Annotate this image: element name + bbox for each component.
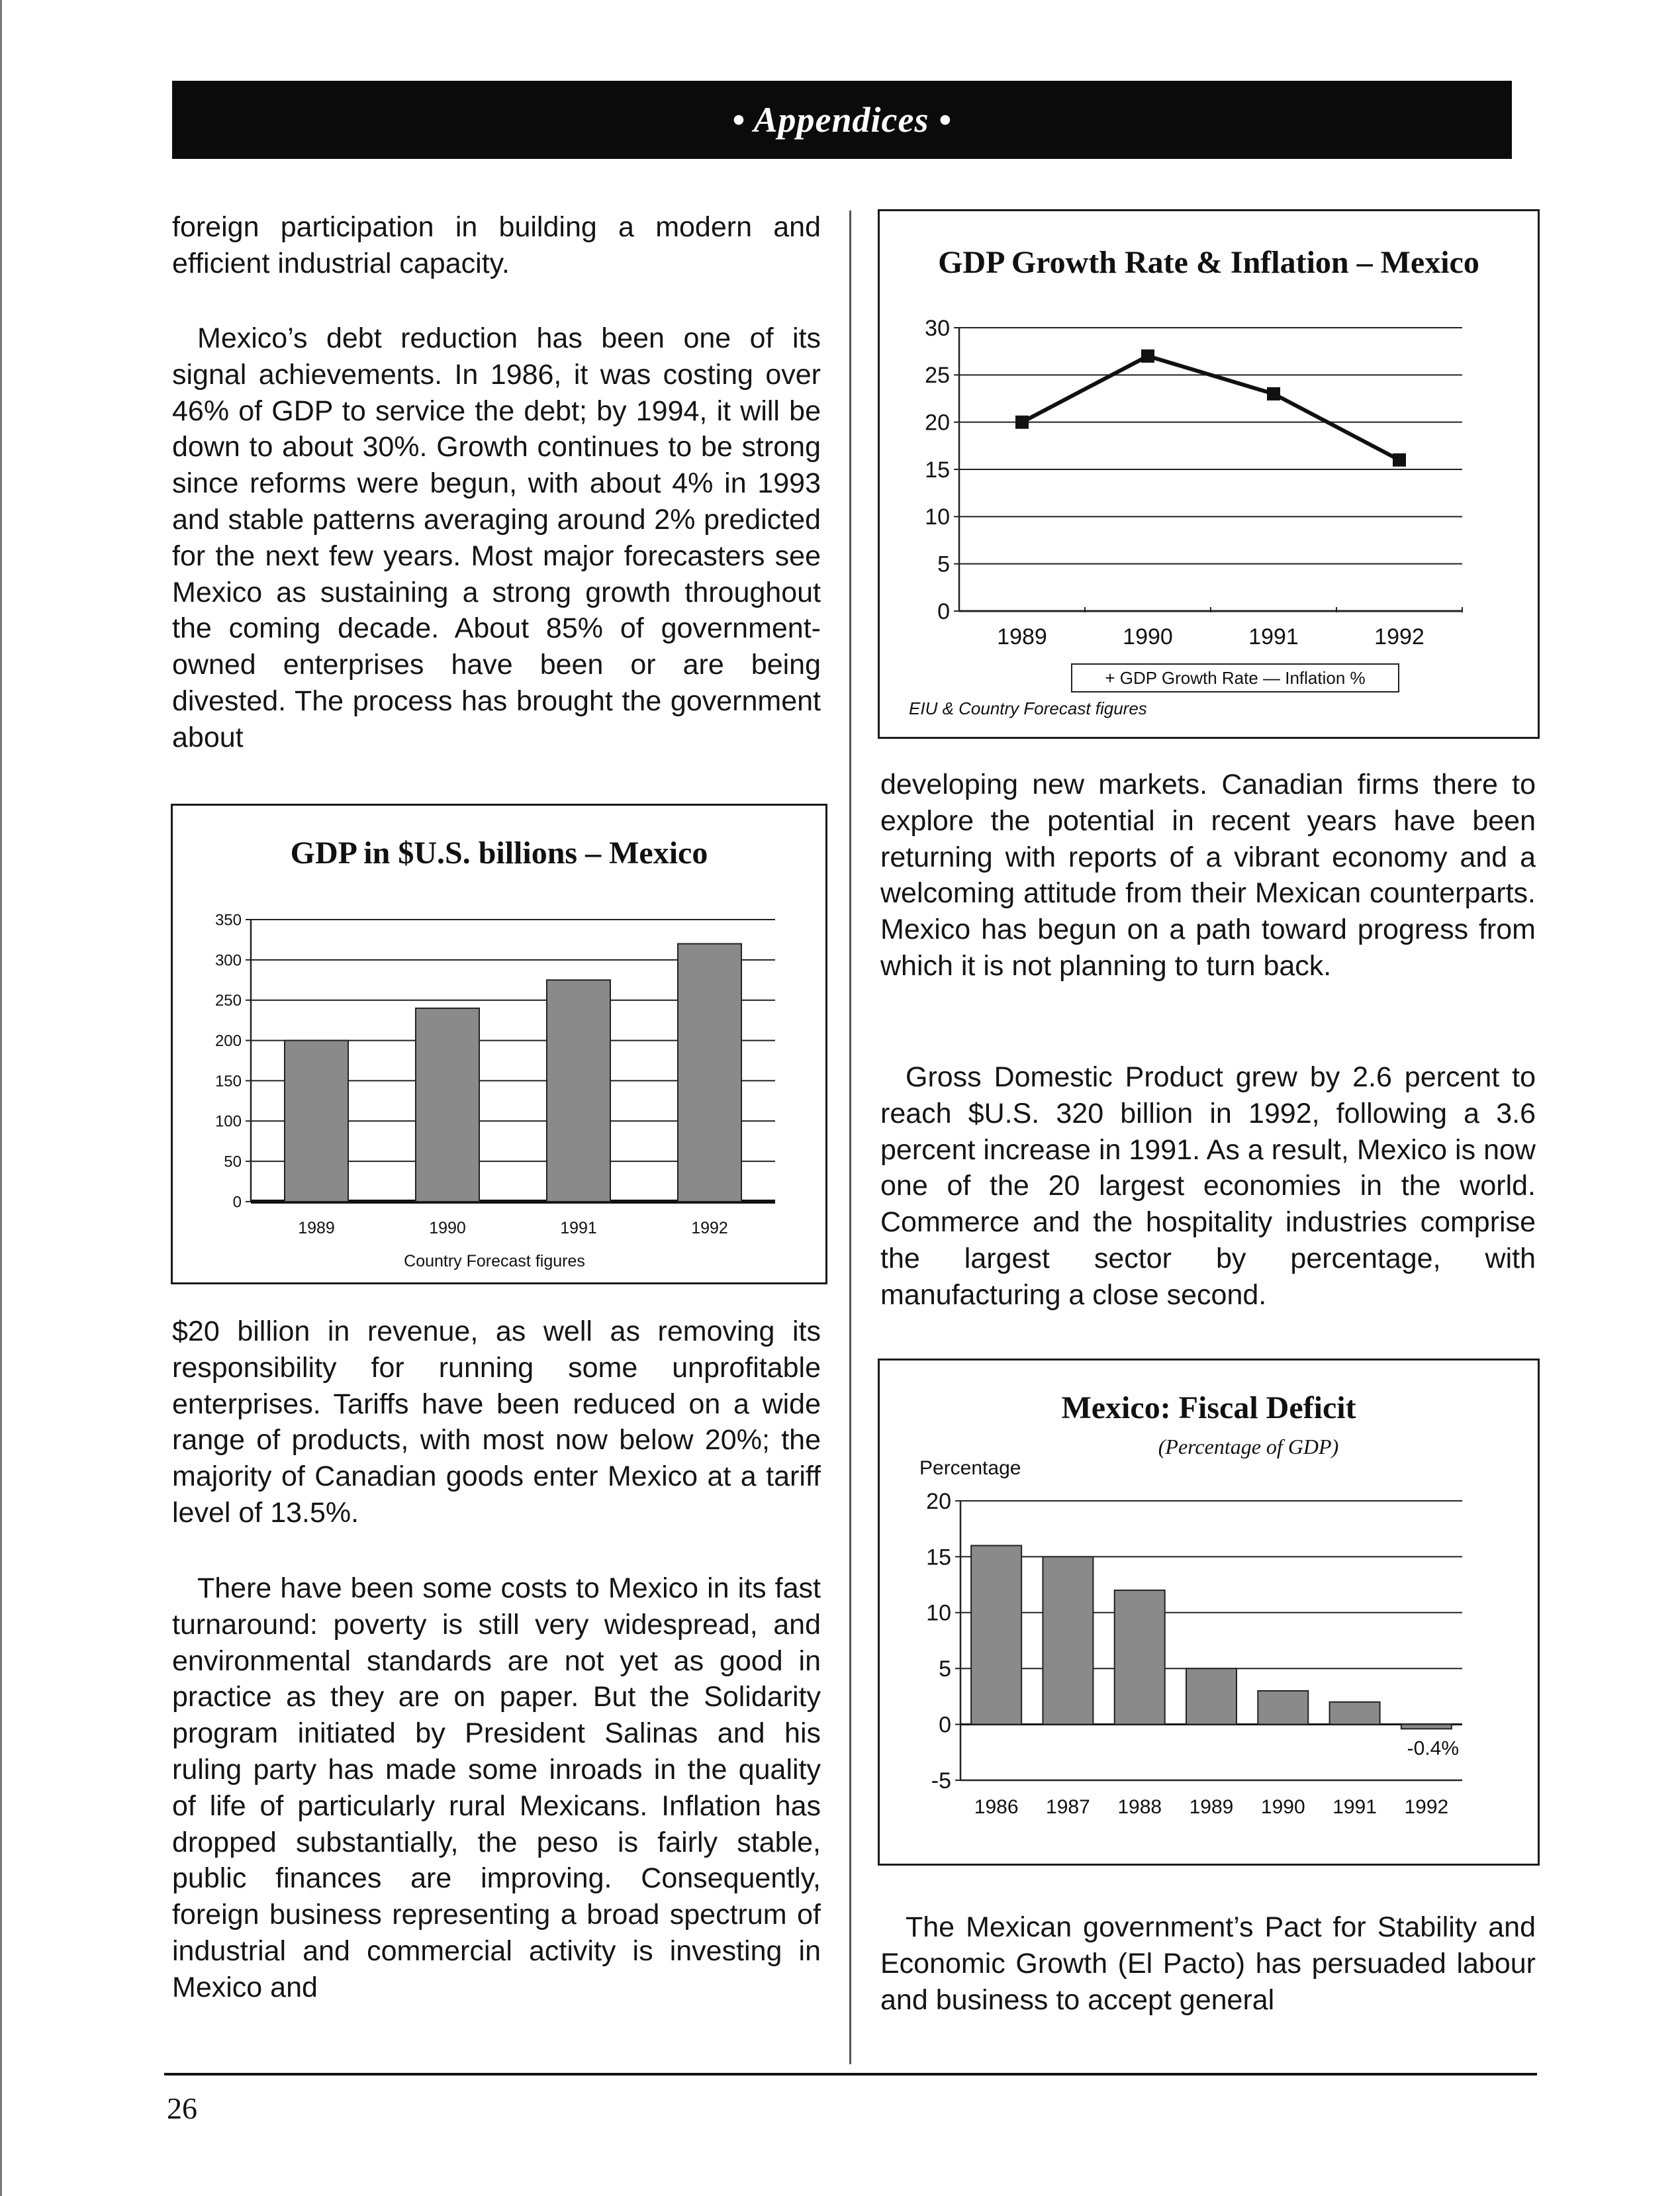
deficit-chart-box	[878, 1359, 1540, 1866]
paragraph-right-3: The Mexican government’s Pact for Stability and Economic Growth (El Pacto) has persuaded labour and business to accept general	[880, 1911, 1536, 2016]
gdp-xtick-label: 1992	[691, 1219, 728, 1237]
inflation-point	[1267, 387, 1280, 401]
deficit-xtick-label: 1987	[1046, 1796, 1090, 1818]
section-title: • Appendices •	[732, 100, 952, 140]
gdp-ytick-label: 100	[214, 1112, 242, 1131]
deficit-ylabel: Percentage	[919, 1457, 1021, 1479]
deficit-ytick-label: -5	[931, 1768, 951, 1793]
deficit-xtick-label: 1992	[1404, 1796, 1449, 1818]
gdp-ytick-label: 350	[214, 911, 242, 930]
deficit-ytick-label: 5	[939, 1656, 951, 1682]
deficit-xtick-label: 1986	[974, 1796, 1019, 1818]
deficit-chart-subtitle: (Percentage of GDP)	[1158, 1435, 1339, 1458]
deficit-bar	[1258, 1691, 1308, 1725]
inflation-point	[1015, 416, 1029, 429]
inflation-point	[1393, 454, 1406, 467]
gdp-chart	[173, 806, 825, 1282]
gdp-xtick-label: 1991	[560, 1219, 597, 1237]
deficit-xtick-label: 1991	[1332, 1796, 1377, 1818]
section-header	[172, 81, 1512, 159]
inflation-ytick-label: 10	[925, 504, 950, 530]
column-divider	[849, 211, 851, 2064]
deficit-xtick-label: 1990	[1260, 1796, 1305, 1818]
deficit-bar	[971, 1546, 1021, 1725]
deficit-bar	[1115, 1590, 1165, 1725]
inflation-chart-box	[878, 209, 1540, 739]
gdp-xtick-label: 1990	[429, 1219, 466, 1237]
inflation-source: EIU & Country Forecast figures	[909, 698, 1147, 718]
gdp-ytick-label: 300	[214, 951, 242, 970]
footer-rule	[164, 2073, 1537, 2076]
gdp-bar	[285, 1041, 348, 1202]
inflation-ytick-label: 25	[925, 363, 950, 389]
deficit-chart-title: Mexico: Fiscal Deficit	[1061, 1390, 1356, 1425]
inflation-xtick-label: 1992	[1374, 624, 1424, 649]
gdp-ytick-label: 150	[214, 1072, 242, 1090]
gdp-chart-box	[171, 804, 827, 1284]
gdp-xtick-label: 1989	[298, 1219, 335, 1237]
page-number: 26	[167, 2091, 197, 2125]
inflation-series-line	[1022, 356, 1399, 460]
inflation-ytick-label: 20	[925, 410, 950, 436]
deficit-bar	[1401, 1725, 1452, 1729]
page-edge	[0, 0, 2, 2196]
inflation-ytick-label: 0	[937, 598, 950, 624]
gdp-ytick-label: 200	[214, 1031, 242, 1050]
inflation-ytick-label: 5	[937, 551, 950, 577]
deficit-bar	[1186, 1668, 1237, 1724]
inflation-xtick-label: 1990	[1123, 624, 1173, 649]
paragraph-left-1: foreign participation in building a modern and efficient industrial capacity.	[172, 211, 821, 279]
inflation-legend-text: + GDP Growth Rate — Inflation %	[1105, 668, 1366, 688]
deficit-ytick-label: 0	[939, 1712, 951, 1738]
inflation-ytick-label: 30	[925, 315, 950, 341]
deficit-xtick-label: 1988	[1117, 1796, 1162, 1818]
gdp-chart-title: GDP in $U.S. billions – Mexico	[290, 835, 708, 871]
paragraph-left-2: Mexico’s debt reduction has been one of its signal achievements. In 1986, it was costing over 46% of GDP to service the debt; by 1994, it will be down to about 30%. Growth continues to be strong since reforms were begun, with about 4% in 1993 and stable patterns averaging around 2% predicted for the next few years. Most major forecasters see Mexico as sustaining a strong growth throughout the coming decade. About 85% of government-owned enterprises have been or are being divested. The process has brought the government about	[172, 322, 821, 753]
deficit-xtick-label: 1989	[1189, 1796, 1234, 1818]
gdp-bar	[678, 944, 741, 1202]
paragraph-left-3: $20 billion in revenue, as well as removing its responsibility for running some unprofitable enterprises. Tariffs have been reduced on a wide range of products, with most now below 20%; the majority of Canadian goods enter Mexico at a tariff level of 13.5%.	[172, 1315, 821, 1529]
deficit-data-label: -0.4%	[1407, 1737, 1460, 1760]
deficit-chart	[880, 1361, 1538, 1864]
paragraph-left-4: There have been some costs to Mexico in its fast turnaround: poverty is still very widespread, and environmental standards are not yet as good in practice as they are on paper. But the Solidarity program initiated by President Salinas and his ruling party has made some inroads in the quality of life of particularly rural Mexicans. Inflation has dropped substantially, the peso is fairly stable, public finances are improving. Consequently, foreign business representing a broad spectrum of industrial and commercial activity is investing in Mexico and	[172, 1572, 821, 2003]
inflation-xtick-label: 1991	[1248, 624, 1299, 649]
gdp-bar	[547, 980, 610, 1202]
inflation-ytick-label: 15	[925, 457, 950, 483]
inflation-point	[1141, 350, 1154, 363]
gdp-ytick-label: 50	[224, 1153, 242, 1171]
deficit-bar	[1330, 1702, 1380, 1725]
inflation-chart-title: GDP Growth Rate & Inflation – Mexico	[938, 245, 1479, 280]
paragraph-right-1: developing new markets. Canadian firms there to explore the potential in recent years have been returning with reports of a vibrant economy and a welcoming attitude from their Mexican counterparts. Mexico has begun on a path toward progress from which it is not planning to turn back.	[880, 769, 1536, 982]
gdp-source: Country Forecast figures	[404, 1252, 585, 1270]
inflation-chart	[880, 211, 1538, 737]
inflation-xtick-label: 1989	[997, 624, 1047, 649]
deficit-ytick-label: 15	[926, 1545, 951, 1570]
deficit-bar	[1043, 1556, 1093, 1724]
gdp-ytick-label: 0	[232, 1193, 242, 1212]
gdp-bar	[416, 1008, 479, 1202]
paragraph-right-2: Gross Domestic Product grew by 2.6 percent to reach $U.S. 320 billion in 1992, following a 3.6 percent increase in 1991. As a result, Mexico is now one of the 20 largest economies in the world. Commerce and the hospitality industries comprise the largest sector by percentage, with manufacturing a close second.	[880, 1061, 1536, 1311]
deficit-ytick-label: 10	[926, 1600, 951, 1626]
gdp-ytick-label: 250	[214, 992, 242, 1010]
deficit-ytick-label: 20	[926, 1488, 951, 1514]
